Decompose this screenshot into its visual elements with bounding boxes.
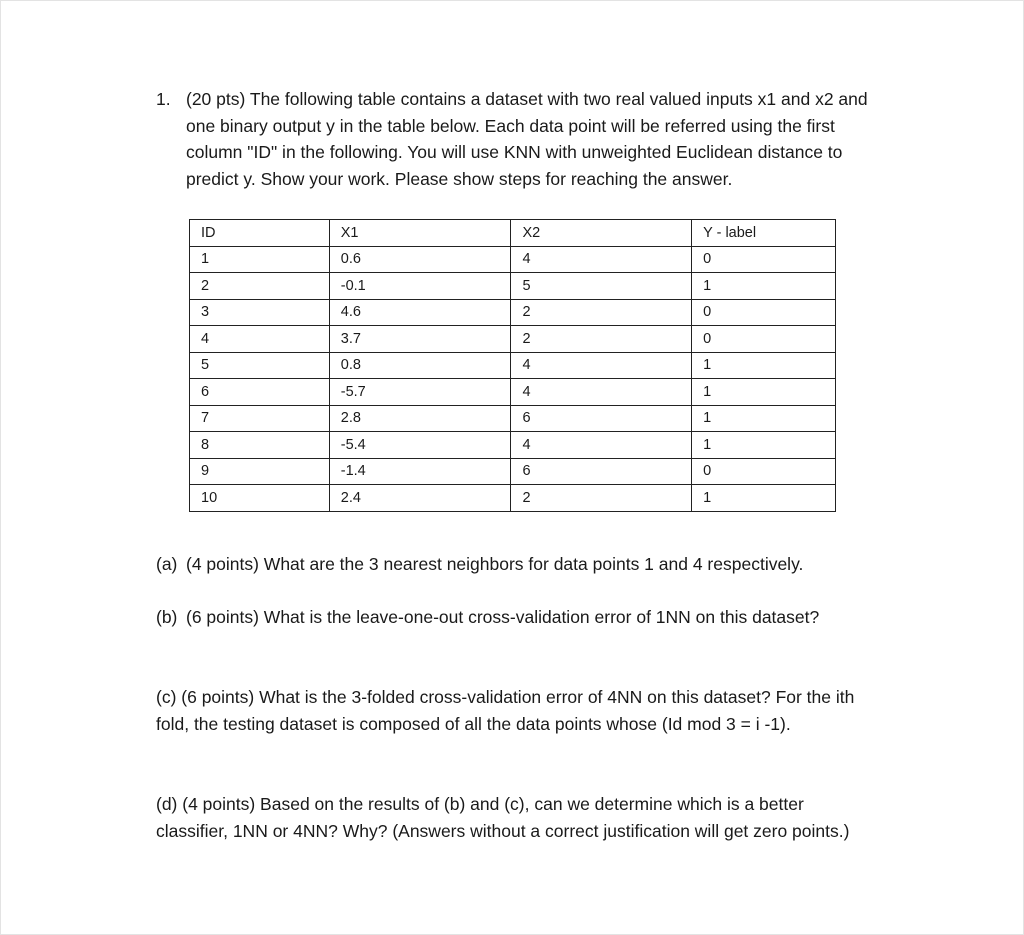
cell-id: 1 — [190, 246, 330, 273]
part-d: (d) (4 points) Based on the results of (b) and (c), can we determine which is a better classifier, 1NN or 4NN? Why? (Answers without a correct justification will get zero points.) — [156, 794, 850, 841]
table-row — [190, 273, 836, 300]
table-row — [190, 246, 836, 273]
header-x1: X1 — [329, 220, 511, 247]
table-row — [190, 485, 836, 512]
table-row — [190, 299, 836, 326]
cell-x1: 0.8 — [329, 352, 511, 379]
cell-x2: 4 — [511, 246, 692, 273]
cell-x1: 4.6 — [329, 299, 511, 326]
cell-x2: 6 — [511, 405, 692, 432]
cell-x2: 2 — [511, 326, 692, 353]
part-b-label: (b) — [156, 607, 178, 627]
cell-x1: -0.1 — [329, 273, 511, 300]
cell-x2: 4 — [511, 432, 692, 459]
cell-x1: 2.4 — [329, 485, 511, 512]
cell-id: 2 — [190, 273, 330, 300]
cell-x2: 6 — [511, 458, 692, 485]
cell-x2: 2 — [511, 485, 692, 512]
cell-x1: -5.7 — [329, 379, 511, 406]
table-row — [190, 405, 836, 432]
header-x2: X2 — [511, 220, 692, 247]
cell-y: 1 — [692, 379, 836, 406]
cell-id: 10 — [190, 485, 330, 512]
part-c: (c) (6 points) What is the 3-folded cross-validation error of 4NN on this dataset? For the ith fold, the testing dataset is composed of all the data points whose (Id mod 3 = i -1). — [156, 687, 855, 734]
table-row — [190, 458, 836, 485]
cell-id: 8 — [190, 432, 330, 459]
cell-x1: 2.8 — [329, 405, 511, 432]
cell-id: 6 — [190, 379, 330, 406]
cell-id: 7 — [190, 405, 330, 432]
cell-x2: 4 — [511, 352, 692, 379]
cell-x2: 5 — [511, 273, 692, 300]
table-row — [190, 379, 836, 406]
question-prompt: (20 pts) The following table contains a dataset with two real valued inputs x1 and x2 and one binary output y in the table below. Each data point will be referred using the first column "ID" in the following. You will use KNN with unweighted Euclidean distance to predict y. Show your work. Please show steps for reaching the answer. — [186, 89, 868, 189]
cell-x1: -5.4 — [329, 432, 511, 459]
cell-y: 1 — [692, 485, 836, 512]
cell-y: 1 — [692, 405, 836, 432]
cell-y: 1 — [692, 432, 836, 459]
table-row — [190, 352, 836, 379]
part-a-label: (a) — [156, 554, 178, 574]
cell-x2: 4 — [511, 379, 692, 406]
question-number: 1. — [156, 89, 171, 109]
table-header-row — [190, 220, 836, 247]
cell-y: 0 — [692, 458, 836, 485]
table-row — [190, 432, 836, 459]
cell-x1: 3.7 — [329, 326, 511, 353]
part-a-text: (4 points) What are the 3 nearest neighbors for data points 1 and 4 respectively. — [186, 554, 804, 574]
dataset-table — [189, 219, 836, 512]
cell-y: 1 — [692, 352, 836, 379]
cell-y: 0 — [692, 246, 836, 273]
cell-id: 4 — [190, 326, 330, 353]
part-b-text: (6 points) What is the leave-one-out cross-validation error of 1NN on this dataset? — [186, 607, 820, 627]
cell-id: 3 — [190, 299, 330, 326]
table-row — [190, 326, 836, 353]
cell-y: 1 — [692, 273, 836, 300]
header-y-label: Y - label — [692, 220, 836, 247]
cell-id: 9 — [190, 458, 330, 485]
header-id: ID — [190, 220, 330, 247]
cell-x1: 0.6 — [329, 246, 511, 273]
cell-x2: 2 — [511, 299, 692, 326]
cell-id: 5 — [190, 352, 330, 379]
cell-x1: -1.4 — [329, 458, 511, 485]
cell-y: 0 — [692, 299, 836, 326]
cell-y: 0 — [692, 326, 836, 353]
